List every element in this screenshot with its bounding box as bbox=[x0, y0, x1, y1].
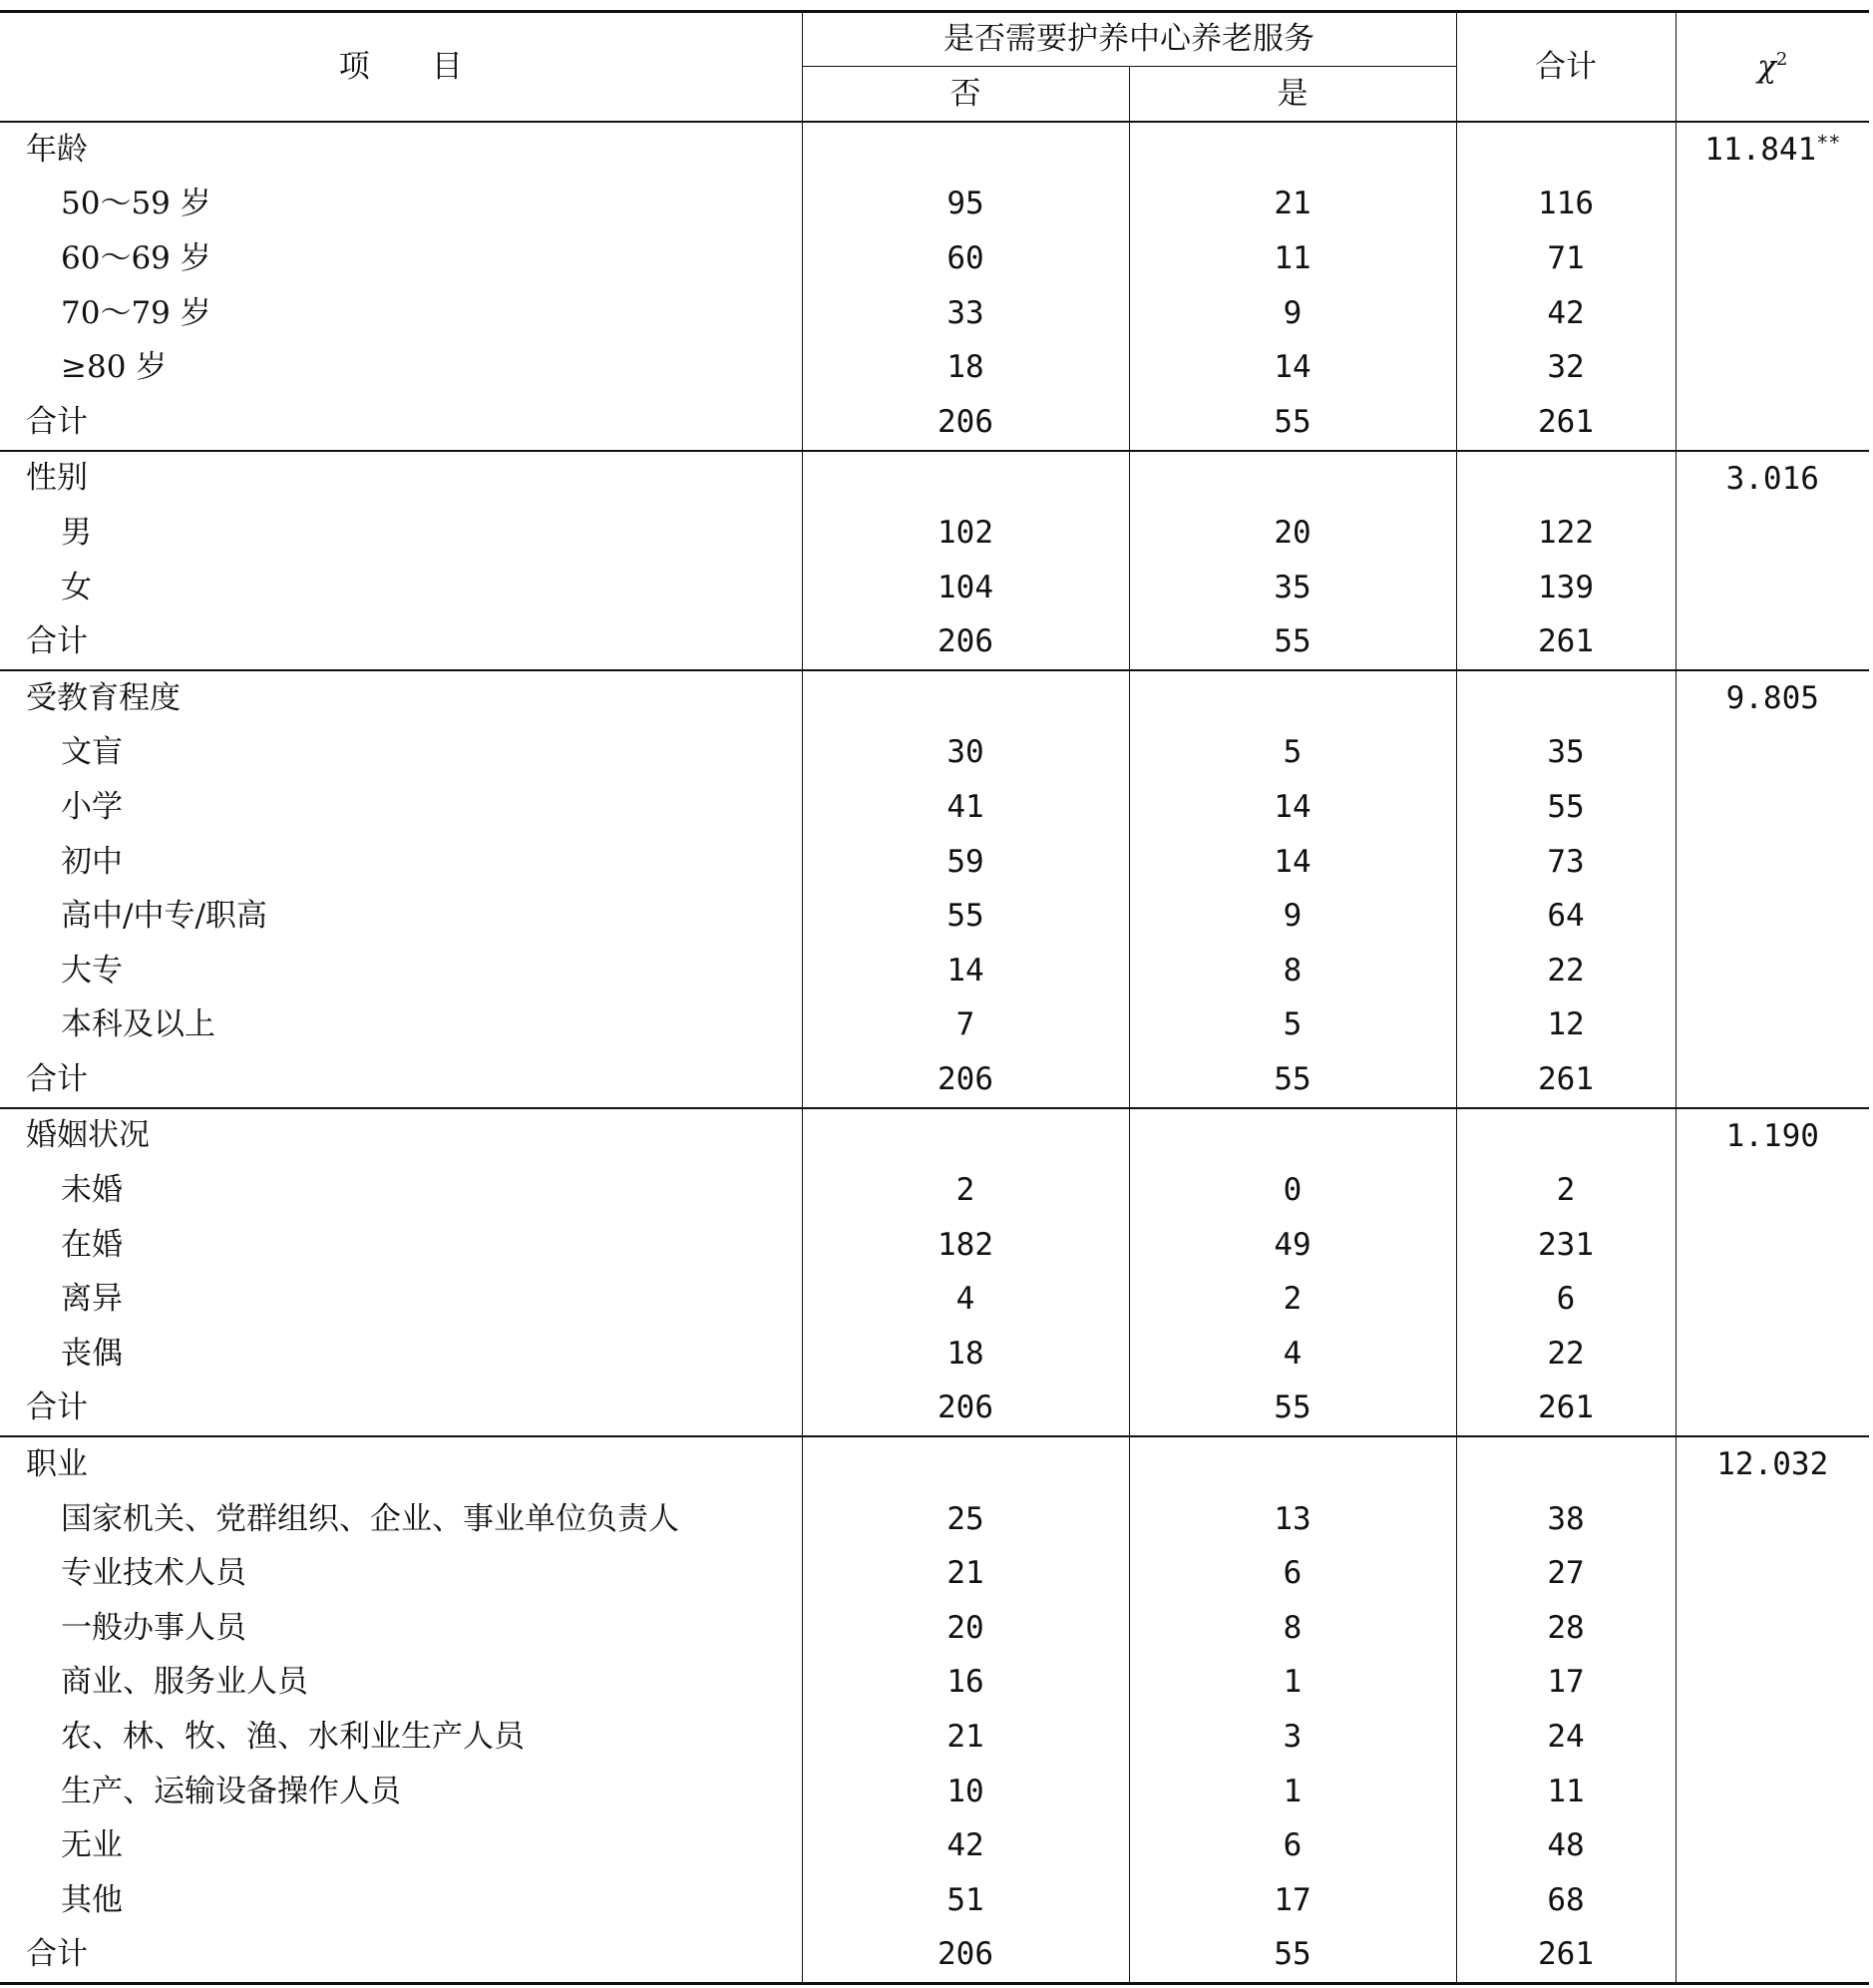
table-header bbox=[0, 12, 1869, 123]
subtotal-row bbox=[0, 395, 1869, 451]
chi-square-value-wrap bbox=[1677, 1437, 1870, 1492]
row-label: 农、林、牧、渔、水利业生产人员 bbox=[61, 1719, 525, 1756]
subtotal-label-cell bbox=[0, 614, 802, 670]
header-chi-symbol: χ bbox=[1757, 48, 1776, 85]
chi-square-cell bbox=[1676, 670, 1869, 1108]
value-no: 51 bbox=[802, 1873, 1129, 1928]
table-row bbox=[0, 1765, 1869, 1819]
subtotal-total: 261 bbox=[1456, 1052, 1676, 1108]
row-label-cell bbox=[0, 1163, 802, 1218]
subtotal-yes: 55 bbox=[1129, 395, 1456, 451]
value-yes: 14 bbox=[1129, 780, 1456, 835]
row-label-cell bbox=[0, 231, 802, 286]
row-label: 70～79 岁 bbox=[61, 294, 211, 331]
category-label-cell bbox=[0, 122, 802, 178]
subtotal-total: 261 bbox=[1456, 395, 1676, 451]
value-total: 22 bbox=[1456, 944, 1676, 998]
value-total: 17 bbox=[1456, 1656, 1676, 1711]
value-yes: 9 bbox=[1129, 286, 1456, 341]
category-label: 年龄 bbox=[26, 131, 88, 168]
subtotal-row bbox=[0, 614, 1869, 670]
value-no: 18 bbox=[802, 1327, 1129, 1382]
value-total: 24 bbox=[1456, 1710, 1676, 1765]
row-label: 高中/中专/职高 bbox=[61, 898, 267, 935]
row-label: 商业、服务业人员 bbox=[61, 1664, 308, 1701]
row-label: 无业 bbox=[61, 1827, 123, 1864]
value-no: 102 bbox=[802, 506, 1129, 561]
subtotal-label-cell bbox=[0, 1052, 802, 1108]
row-label-cell bbox=[0, 1272, 802, 1327]
empty-cell bbox=[802, 670, 1129, 726]
value-total: 28 bbox=[1456, 1601, 1676, 1656]
empty-cell bbox=[802, 451, 1129, 507]
value-no: 10 bbox=[802, 1765, 1129, 1819]
empty-cell bbox=[802, 122, 1129, 178]
value-no: 18 bbox=[802, 340, 1129, 395]
table-row bbox=[0, 1272, 1869, 1327]
table-row bbox=[0, 998, 1869, 1053]
value-no: 7 bbox=[802, 998, 1129, 1053]
value-no: 104 bbox=[802, 561, 1129, 615]
value-total: 6 bbox=[1456, 1272, 1676, 1327]
row-label-cell bbox=[0, 340, 802, 395]
value-yes: 8 bbox=[1129, 1601, 1456, 1656]
row-label: 文盲 bbox=[61, 734, 123, 771]
row-label: 其他 bbox=[61, 1881, 123, 1918]
subtotal-label: 合计 bbox=[26, 403, 88, 440]
subtotal-label: 合计 bbox=[26, 1390, 88, 1426]
subtotal-total: 261 bbox=[1456, 1382, 1676, 1437]
table-row bbox=[0, 944, 1869, 998]
value-yes: 2 bbox=[1129, 1272, 1456, 1327]
category-row bbox=[0, 1436, 1869, 1492]
chi-square-value-wrap bbox=[1677, 1109, 1870, 1164]
row-label-cell bbox=[0, 1710, 802, 1765]
category-label: 职业 bbox=[26, 1446, 88, 1483]
value-total: 38 bbox=[1456, 1492, 1676, 1547]
header-item bbox=[0, 12, 802, 123]
empty-cell bbox=[802, 1436, 1129, 1492]
chi-square-value-wrap bbox=[1677, 452, 1870, 507]
category-label: 受教育程度 bbox=[26, 679, 181, 716]
table-row bbox=[0, 835, 1869, 890]
subtotal-label: 合计 bbox=[26, 1936, 88, 1973]
empty-cell bbox=[1129, 670, 1456, 726]
category-row bbox=[0, 670, 1869, 726]
table-row bbox=[0, 1656, 1869, 1711]
row-label-cell bbox=[0, 561, 802, 615]
category-label: 婚姻状况 bbox=[26, 1117, 150, 1154]
value-yes: 6 bbox=[1129, 1818, 1456, 1873]
row-label: 大专 bbox=[61, 952, 123, 989]
table-row bbox=[0, 780, 1869, 835]
table-row bbox=[0, 178, 1869, 232]
row-label: 生产、运输设备操作人员 bbox=[61, 1773, 401, 1809]
value-no: 20 bbox=[802, 1601, 1129, 1656]
value-no: 21 bbox=[802, 1710, 1129, 1765]
header-yes: 是 bbox=[1129, 67, 1456, 123]
value-total: 68 bbox=[1456, 1873, 1676, 1928]
data-table bbox=[0, 10, 1869, 1985]
empty-cell bbox=[1129, 1108, 1456, 1164]
row-label: 初中 bbox=[61, 843, 123, 880]
value-total: 12 bbox=[1456, 998, 1676, 1053]
value-yes: 3 bbox=[1129, 1710, 1456, 1765]
header-group: 是否需要护养中心养老服务 bbox=[802, 12, 1456, 67]
table-row bbox=[0, 340, 1869, 395]
row-label-cell bbox=[0, 1601, 802, 1656]
chi-square-cell bbox=[1676, 451, 1869, 670]
subtotal-yes: 55 bbox=[1129, 1928, 1456, 1984]
category-row bbox=[0, 1108, 1869, 1164]
chi-square-value: 1.190 bbox=[1725, 1117, 1819, 1154]
category-label-cell bbox=[0, 1436, 802, 1492]
value-total: 71 bbox=[1456, 231, 1676, 286]
empty-cell bbox=[1129, 122, 1456, 178]
subtotal-yes: 55 bbox=[1129, 1052, 1456, 1108]
subtotal-label: 合计 bbox=[26, 623, 88, 660]
value-no: 14 bbox=[802, 944, 1129, 998]
table-row bbox=[0, 1492, 1869, 1547]
value-yes: 9 bbox=[1129, 889, 1456, 944]
row-label: 离异 bbox=[61, 1281, 123, 1318]
subtotal-label-cell bbox=[0, 1382, 802, 1437]
value-yes: 0 bbox=[1129, 1163, 1456, 1218]
value-yes: 20 bbox=[1129, 506, 1456, 561]
row-label: 国家机关、党群组织、企业、事业单位负责人 bbox=[61, 1500, 679, 1537]
table-row bbox=[0, 726, 1869, 781]
row-label: 专业技术人员 bbox=[61, 1555, 246, 1592]
empty-cell bbox=[1129, 451, 1456, 507]
chi-square-value: 11.841 bbox=[1704, 132, 1817, 168]
row-label-cell bbox=[0, 835, 802, 890]
subtotal-no: 206 bbox=[802, 395, 1129, 451]
value-no: 33 bbox=[802, 286, 1129, 341]
row-label-cell bbox=[0, 1765, 802, 1819]
table-row bbox=[0, 1327, 1869, 1382]
empty-cell bbox=[1456, 122, 1676, 178]
value-yes: 21 bbox=[1129, 178, 1456, 232]
value-yes: 14 bbox=[1129, 340, 1456, 395]
value-total: 22 bbox=[1456, 1327, 1676, 1382]
value-total: 27 bbox=[1456, 1546, 1676, 1601]
header-no: 否 bbox=[802, 67, 1129, 123]
row-label: 一般办事人员 bbox=[61, 1609, 246, 1646]
value-total: 231 bbox=[1456, 1218, 1676, 1273]
value-no: 95 bbox=[802, 178, 1129, 232]
row-label-cell bbox=[0, 286, 802, 341]
subtotal-label: 合计 bbox=[26, 1060, 88, 1097]
value-total: 64 bbox=[1456, 889, 1676, 944]
value-yes: 11 bbox=[1129, 231, 1456, 286]
table-row bbox=[0, 1601, 1869, 1656]
value-yes: 49 bbox=[1129, 1218, 1456, 1273]
value-total: 35 bbox=[1456, 726, 1676, 781]
empty-cell bbox=[802, 1108, 1129, 1164]
table-row bbox=[0, 1710, 1869, 1765]
row-label: 未婚 bbox=[61, 1172, 123, 1209]
empty-cell bbox=[1456, 451, 1676, 507]
table-row bbox=[0, 1818, 1869, 1873]
row-label-cell bbox=[0, 780, 802, 835]
value-no: 59 bbox=[802, 835, 1129, 890]
value-total: 11 bbox=[1456, 1765, 1676, 1819]
row-label-cell bbox=[0, 889, 802, 944]
empty-cell bbox=[1456, 670, 1676, 726]
empty-cell bbox=[1456, 1108, 1676, 1164]
row-label: 60～69 岁 bbox=[61, 239, 211, 276]
value-no: 4 bbox=[802, 1272, 1129, 1327]
value-total: 73 bbox=[1456, 835, 1676, 890]
row-label-cell bbox=[0, 944, 802, 998]
row-label: 小学 bbox=[61, 788, 123, 825]
table-row bbox=[0, 1163, 1869, 1218]
subtotal-row bbox=[0, 1052, 1869, 1108]
value-yes: 8 bbox=[1129, 944, 1456, 998]
subtotal-label-cell bbox=[0, 1928, 802, 1984]
value-total: 48 bbox=[1456, 1818, 1676, 1873]
value-no: 60 bbox=[802, 231, 1129, 286]
value-no: 25 bbox=[802, 1492, 1129, 1547]
value-total: 32 bbox=[1456, 340, 1676, 395]
category-row bbox=[0, 122, 1869, 178]
row-label-cell bbox=[0, 998, 802, 1053]
chi-square-value-wrap bbox=[1677, 123, 1870, 178]
chi-square-cell bbox=[1676, 1436, 1869, 1983]
subtotal-no: 206 bbox=[802, 1928, 1129, 1984]
table-row bbox=[0, 1873, 1869, 1928]
value-no: 55 bbox=[802, 889, 1129, 944]
row-label: 50～59 岁 bbox=[61, 186, 211, 222]
value-total: 139 bbox=[1456, 561, 1676, 615]
header-chi-superscript: 2 bbox=[1775, 48, 1788, 70]
value-yes: 5 bbox=[1129, 726, 1456, 781]
value-yes: 14 bbox=[1129, 835, 1456, 890]
value-total: 2 bbox=[1456, 1163, 1676, 1218]
subtotal-row bbox=[0, 1382, 1869, 1437]
value-no: 41 bbox=[802, 780, 1129, 835]
table-row bbox=[0, 506, 1869, 561]
table-row bbox=[0, 561, 1869, 615]
row-label: 男 bbox=[61, 514, 92, 551]
subtotal-no: 206 bbox=[802, 1052, 1129, 1108]
value-total: 42 bbox=[1456, 286, 1676, 341]
value-no: 42 bbox=[802, 1818, 1129, 1873]
subtotal-total: 261 bbox=[1456, 614, 1676, 670]
value-no: 2 bbox=[802, 1163, 1129, 1218]
category-label-cell bbox=[0, 1108, 802, 1164]
row-label: 女 bbox=[61, 569, 92, 605]
category-label-cell bbox=[0, 670, 802, 726]
value-yes: 17 bbox=[1129, 1873, 1456, 1928]
row-label-cell bbox=[0, 1818, 802, 1873]
category-label: 性别 bbox=[26, 460, 88, 497]
row-label-cell bbox=[0, 506, 802, 561]
category-label-cell bbox=[0, 451, 802, 507]
table-body bbox=[0, 122, 1869, 1984]
chi-square-value: 3.016 bbox=[1725, 460, 1819, 497]
row-label-cell bbox=[0, 1327, 802, 1382]
subtotal-row bbox=[0, 1928, 1869, 1984]
value-total: 122 bbox=[1456, 506, 1676, 561]
row-label: 丧偶 bbox=[61, 1335, 123, 1372]
empty-cell bbox=[1456, 1436, 1676, 1492]
subtotal-no: 206 bbox=[802, 614, 1129, 670]
chi-square-value: 9.805 bbox=[1725, 679, 1819, 716]
value-yes: 1 bbox=[1129, 1656, 1456, 1711]
table-row bbox=[0, 1218, 1869, 1273]
chi-square-cell bbox=[1676, 1108, 1869, 1437]
subtotal-no: 206 bbox=[802, 1382, 1129, 1437]
row-label-cell bbox=[0, 1873, 802, 1928]
row-label-cell bbox=[0, 1546, 802, 1601]
value-yes: 5 bbox=[1129, 998, 1456, 1053]
subtotal-label-cell bbox=[0, 395, 802, 451]
subtotal-total: 261 bbox=[1456, 1928, 1676, 1984]
row-label-cell bbox=[0, 1656, 802, 1711]
value-no: 16 bbox=[802, 1656, 1129, 1711]
header-chi bbox=[1676, 12, 1869, 123]
row-label-cell bbox=[0, 1492, 802, 1547]
value-yes: 6 bbox=[1129, 1546, 1456, 1601]
subtotal-yes: 55 bbox=[1129, 614, 1456, 670]
value-total: 55 bbox=[1456, 780, 1676, 835]
row-label: ≥80 岁 bbox=[61, 349, 168, 386]
row-label: 在婚 bbox=[61, 1226, 123, 1263]
category-row bbox=[0, 451, 1869, 507]
table-row bbox=[0, 889, 1869, 944]
value-yes: 1 bbox=[1129, 1765, 1456, 1819]
row-label: 本科及以上 bbox=[61, 1006, 215, 1043]
value-total: 116 bbox=[1456, 178, 1676, 232]
empty-cell bbox=[1129, 1436, 1456, 1492]
value-yes: 35 bbox=[1129, 561, 1456, 615]
row-label-cell bbox=[0, 1218, 802, 1273]
value-yes: 4 bbox=[1129, 1327, 1456, 1382]
value-no: 21 bbox=[802, 1546, 1129, 1601]
subtotal-yes: 55 bbox=[1129, 1382, 1456, 1437]
table-row bbox=[0, 286, 1869, 341]
value-yes: 13 bbox=[1129, 1492, 1456, 1547]
significance-mark: ** bbox=[1816, 131, 1841, 155]
table-row bbox=[0, 1546, 1869, 1601]
chi-square-value: 12.032 bbox=[1716, 1446, 1829, 1483]
chi-square-value-wrap bbox=[1677, 671, 1870, 726]
value-no: 182 bbox=[802, 1218, 1129, 1273]
row-label-cell bbox=[0, 726, 802, 781]
header-item-label: 项 目 bbox=[338, 48, 463, 85]
row-label-cell bbox=[0, 178, 802, 232]
chi-square-cell bbox=[1676, 122, 1869, 451]
header-total: 合计 bbox=[1456, 12, 1676, 123]
value-no: 30 bbox=[802, 726, 1129, 781]
table-row bbox=[0, 231, 1869, 286]
